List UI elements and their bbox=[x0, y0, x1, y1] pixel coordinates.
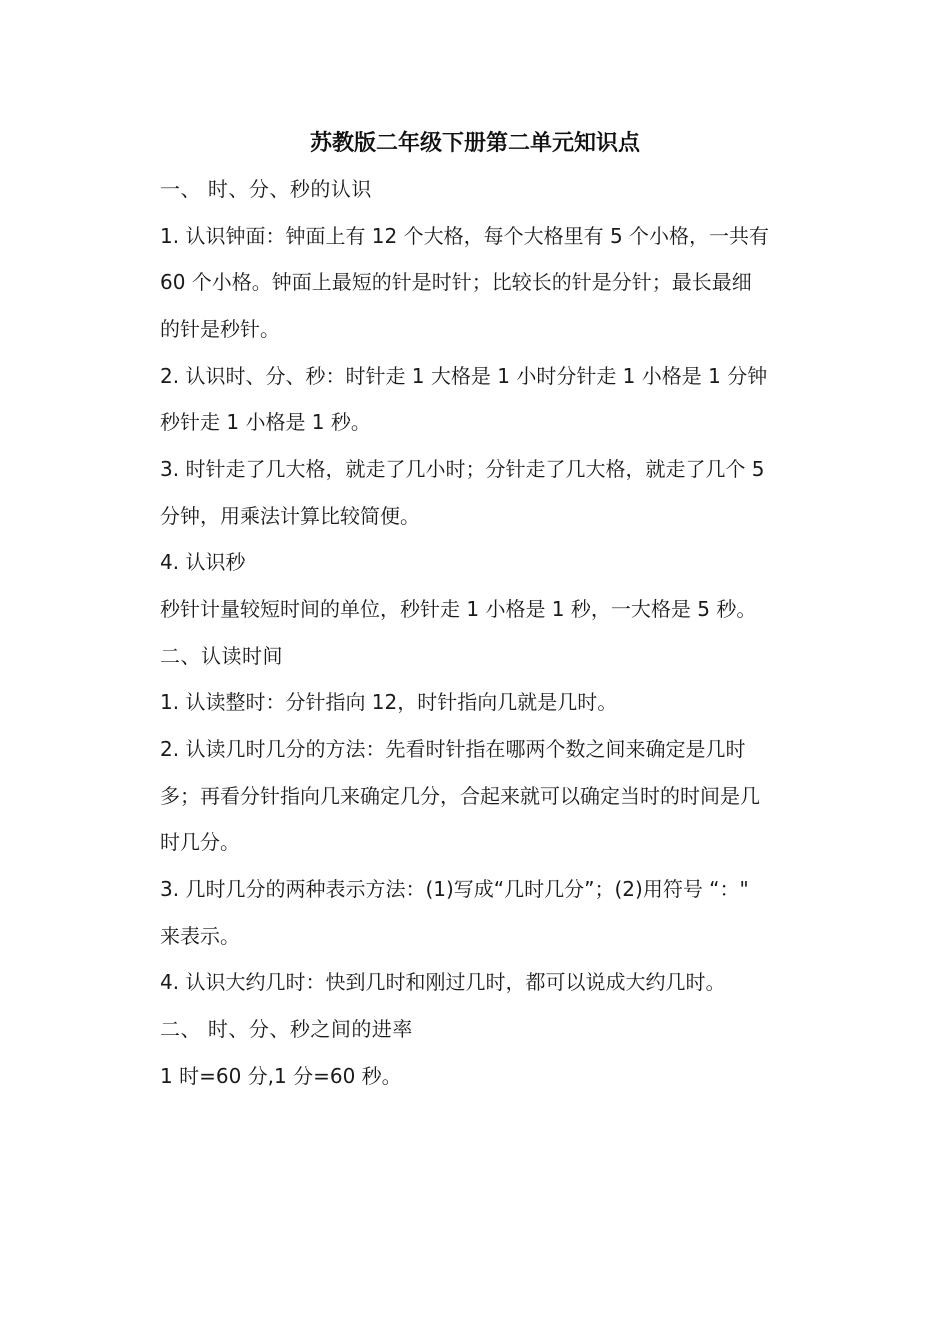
text-line: 1. 认识钟面：钟面上有 12 个大格，每个大格里有 5 个小格，一共有 bbox=[160, 224, 770, 248]
text-line: 60 个小格。钟面上最短的针是时针；比较长的针是分针；最长最细 bbox=[160, 270, 752, 294]
text-line: 秒针走 1 小格是 1 秒。 bbox=[160, 410, 371, 434]
text-line: 多；再看分针指向几来确定几分，合起来就可以确定当时的时间是几 bbox=[160, 784, 760, 808]
text-line: 的针是秒针。 bbox=[160, 317, 280, 341]
text-line: 1 时=60 分,1 分=60 秒。 bbox=[160, 1064, 402, 1088]
text-line: 3. 几时几分的两种表示方法：(1)写成“几时几分”；(2)用符号 “：" bbox=[160, 877, 749, 901]
text-line: 分钟，用乘法计算比较简便。 bbox=[160, 504, 420, 528]
text-line: 秒针计量较短时间的单位，秒针走 1 小格是 1 秒，一大格是 5 秒。 bbox=[160, 597, 757, 621]
text-line: 3. 时针走了几大格，就走了几小时；分针走了几大格，就走了几个 5 bbox=[160, 457, 765, 481]
section-heading-1: 一、 时、分、秒的认识 bbox=[160, 177, 372, 201]
text-line: 来表示。 bbox=[160, 924, 240, 948]
text-line: 4. 认识大约几时：快到几时和刚过几时，都可以说成大约几时。 bbox=[160, 970, 726, 994]
section-heading-2: 二、认读时间 bbox=[160, 644, 283, 668]
text-line: 时几分。 bbox=[160, 830, 240, 854]
document-title: 苏教版二年级下册第二单元知识点 bbox=[309, 131, 640, 156]
text-line: 2. 认读几时几分的方法：先看时针指在哪两个数之间来确定是几时 bbox=[160, 737, 746, 761]
text-line: 2. 认识时、分、秒：时针走 1 大格是 1 小时分针走 1 小格是 1 分钟 bbox=[160, 364, 768, 388]
text-line: 1. 认读整时：分针指向 12，时针指向几就是几时。 bbox=[160, 690, 618, 714]
section-heading-3: 二、 时、分、秒之间的进率 bbox=[160, 1017, 413, 1041]
text-line: 4. 认识秒 bbox=[160, 550, 246, 574]
